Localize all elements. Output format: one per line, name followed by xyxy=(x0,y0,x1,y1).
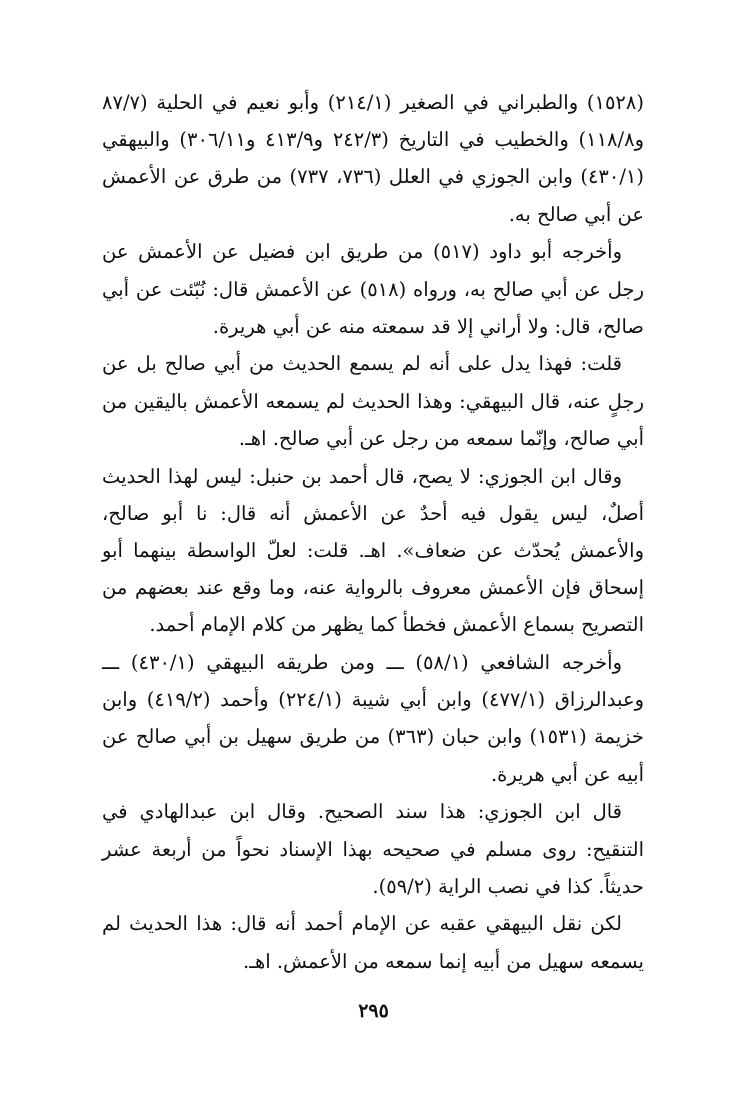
paragraph-2: وأخرجه أبو داود (٥١٧) من طريق ابن فضيل عن الأعمش عن رجل عن أبي صالح به، ورواه (٥١٨) عن الأعمش قال: نُبّئت عن أبي صالح، قال: ولا أراني إلا قد سمعته منه عن أبي هريرة. xyxy=(102,240,644,338)
paragraph-1: (١٥٢٨) والطبراني في الصغير (٢١٤/١) وأبو نعيم في الحلية (٨٧/٧ و١١٨/٨) والخطيب في التاريخ (٢٤٢/٣ و٤١٣/٩ و٣٠٦/١١) والبيهقي (٤٣٠/١) وابن الجوزي في العلل (٧٣٦، ٧٣٧) من طرق عن الأعمش عن أبي صالح به. xyxy=(102,91,645,226)
paragraph-7: لكن نقل البيهقي عقبه عن الإمام أحمد أنه قال: هذا الحديث لم يسمعه سهيل من أبيه إنما سمعه من الأعمش. اهـ. xyxy=(102,912,644,973)
paragraph-6: قال ابن الجوزي: هذا سند الصحيح. وقال ابن عبدالهادي في التنقيح: روى مسلم في صحيحه بهذا الإسناد نحواً من أربعة عشر حديثاً. كذا في نصب الراية (٥٩/٢). xyxy=(102,800,644,898)
paragraph-5: وأخرجه الشافعي (٥٨/١) ـــ ومن طريقه البيهقي (٤٣٠/١) ـــ وعبدالرزاق (٤٧٧/١) وابن أبي شيبة (٢٢٤/١) وأحمد (٤١٩/٢) وابن خزيمة (١٥٣١) وابن حبان (٣٦٣) من طريق سهيل بن أبي صالح عن أبيه عن أبي هريرة. xyxy=(102,651,644,786)
page-number: ٢٩٥ xyxy=(358,1000,389,1022)
body-text xyxy=(102,84,644,980)
paragraph-4: وقال ابن الجوزي: لا يصح، قال أحمد بن حنبل: ليس لهذا الحديث أصلٌ، ليس يقول فيه أحدٌ عن الأعمش أنه قال: نا أبو صالح، والأعمش يُحدّث عن ضعاف». اهـ. قلت: لعلّ الواسطة بينهما أبو إسحاق فإن الأعمش معروف بالرواية عنه، وما وقع عند بعضهم من التصريح بسماع الأعمش فخطأ كما يظهر من كلام الإمام أحمد. xyxy=(102,464,644,637)
paragraph-3: قلت: فهذا يدل على أنه لم يسمع الحديث من أبي صالح بل عن رجلٍ عنه، قال البيهقي: وهذا الحديث لم يسمعه الأعمش باليقين من أبي صالح، وإنّما سمعه من رجل عن أبي صالح. اهـ. xyxy=(102,352,644,450)
